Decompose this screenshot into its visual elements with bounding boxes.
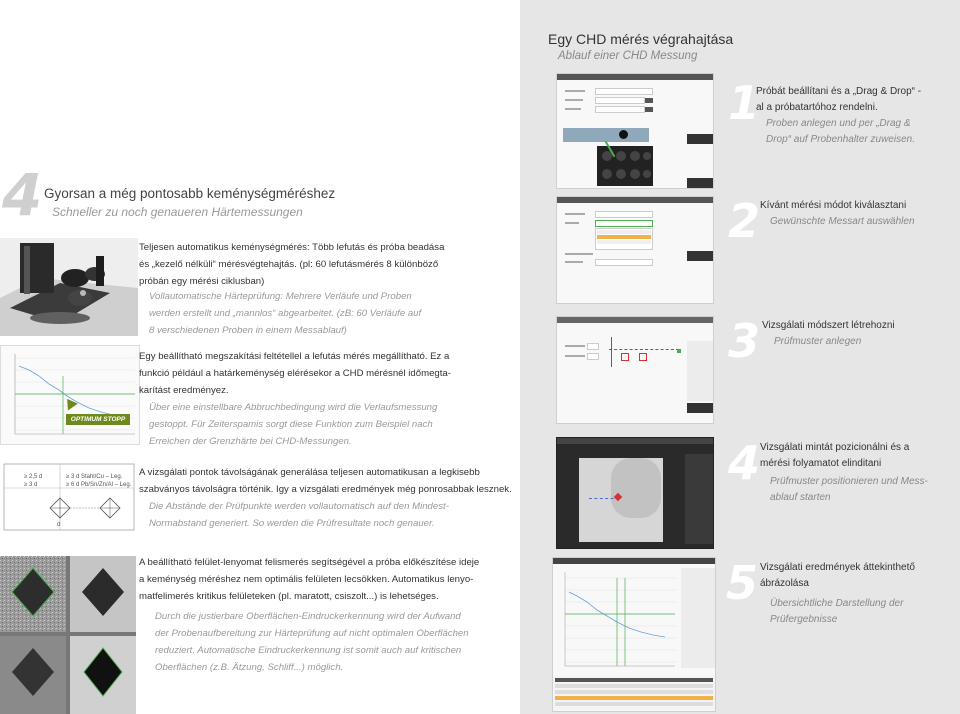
step2-number: 2 [728,194,761,248]
block2-hu: Egy beállítható megszakítási feltétellel a lefutás mérés megállítható. Ez a funkció például a határkeménység elérésekor a CHD mérésnél időmegta- karítást eredményez. [139,351,451,396]
step3-de: Prüfmuster anlegen [774,336,862,347]
block2-de: Über eine einstellbare Abbruchbedingung wird die Verlaufsmessung gestoppt. Für Zeiterspamis sorgt diese Funktion zum Beispiel nach Erreichen der Grenzhärte bei CHD-Messungen. [149,402,438,447]
block4-de: Durch die justierbare Oberflächen-Eindruckerkennung wird der Aufwand der Probenaufbereitung zur Härteprüfung auf nicht optimalen Oberflächen reduziert. Automatische Eindruckerkennung ist somit auch auf kritischen Oberflächen (z.B. Ätzung, Schliff...) möglich. [155,611,469,673]
block1-de: Vollautomatische Härteprüfung: Mehrere Verläufe und Proben werden erstellt und „mannlos“ abgearbeitet. (zB: 60 Verläufe auf 8 verschiedenen Proben in einem Messablauf) [149,291,422,336]
indentation-spacing-diagram [0,460,138,535]
step3-screenshot [556,316,714,424]
step5-de: Übersichtliche Darstellung der Prüfergebnisse [770,598,904,625]
step1-number: 1 [728,76,761,130]
diameter-label: d [57,522,61,528]
surface-indentation-images [0,556,136,714]
step1-hu: Próbát beállítani és a „Drag & Drop“ - al a próbatartóhoz rendelni. [756,86,922,113]
block1-hu: Teljesen automatikus keménységmérés: Több lefutás és próba beadása és „kezelő nélküli“ mérésvégtehajtás. (pl: 60 lefutásmérés 8 különböző próbán egy mérési ciklusban) [139,242,445,287]
block4-hu: A beállítható felület-lenyomat felismerés segítségével a próba előkészítése ideje a keménység méréshez nem optimális felületen lecsökken. Automatikus lenyo- matfelimerés kritikus felületeken (pl. maratott, csiszolt...) is lehetséges. [139,557,480,602]
step5-number: 5 [726,556,759,610]
optimum-stopp-badge: OPTIMUM STOPP [66,414,130,425]
right-title: Egy CHD mérés végrahajtása [548,31,734,47]
step4-hu: Vizsgálati mintát pozicionálni és a mérési folyamatot elinditani [760,442,910,469]
step2-screenshot [556,196,714,304]
section-number: 4 [2,161,43,229]
step3-number: 3 [728,314,761,368]
spacing-label: ≥ 6 d Pb/Sn/Zn/Al – Leg. [66,482,132,488]
section-subtitle: Schneller zu noch genaueren Härtemessungen [52,205,303,219]
step4-screenshot [556,437,714,549]
step4-number: 4 [728,436,761,490]
step2-de: Gewünschte Messart auswählen [770,216,915,227]
step2-hu: Kívánt mérési módot kiválasztani [760,200,907,211]
right-subtitle: Ablauf einer CHD Messung [558,50,698,62]
step3-hu: Vizsgálati módszert létrehozni [762,320,895,331]
step5-screenshot [552,557,716,712]
spacing-label: ≥ 3 d [24,482,38,488]
section-title: Gyorsan a még pontosabb keménységméréshez [44,186,336,201]
block3-de: Die Abstände der Prüfpunkte werden vollautomatisch auf den Mindest- Normabstand generiert. So werden die Prüfresultate noch genauer. [149,501,449,529]
hardness-chart-thumbnail [0,345,140,445]
step1-de: Proben anlegen und per „Drag & Drop“ auf Probenhalter zuweisen. [766,118,915,145]
step4-de: Prüfmuster positionieren und Mess- ablauf starten [770,476,928,503]
block3-hu: A vizsgálati pontok távolságának generálása teljesen automatikusan a legkisebb szabványos távolságra történik. Igy a vizsgálati eredmények még ponrosabbak lesznek. [139,467,512,495]
spacing-label: ≥ 2,5 d [24,474,43,480]
step1-screenshot [556,73,714,189]
step5-hu: Vizsgálati eredmények áttekinthető ábrázolása [760,562,915,589]
spacing-label: ≥ 3 d Stahl/Cu – Leg. [66,474,123,480]
hardness-tester-photo [0,238,138,336]
